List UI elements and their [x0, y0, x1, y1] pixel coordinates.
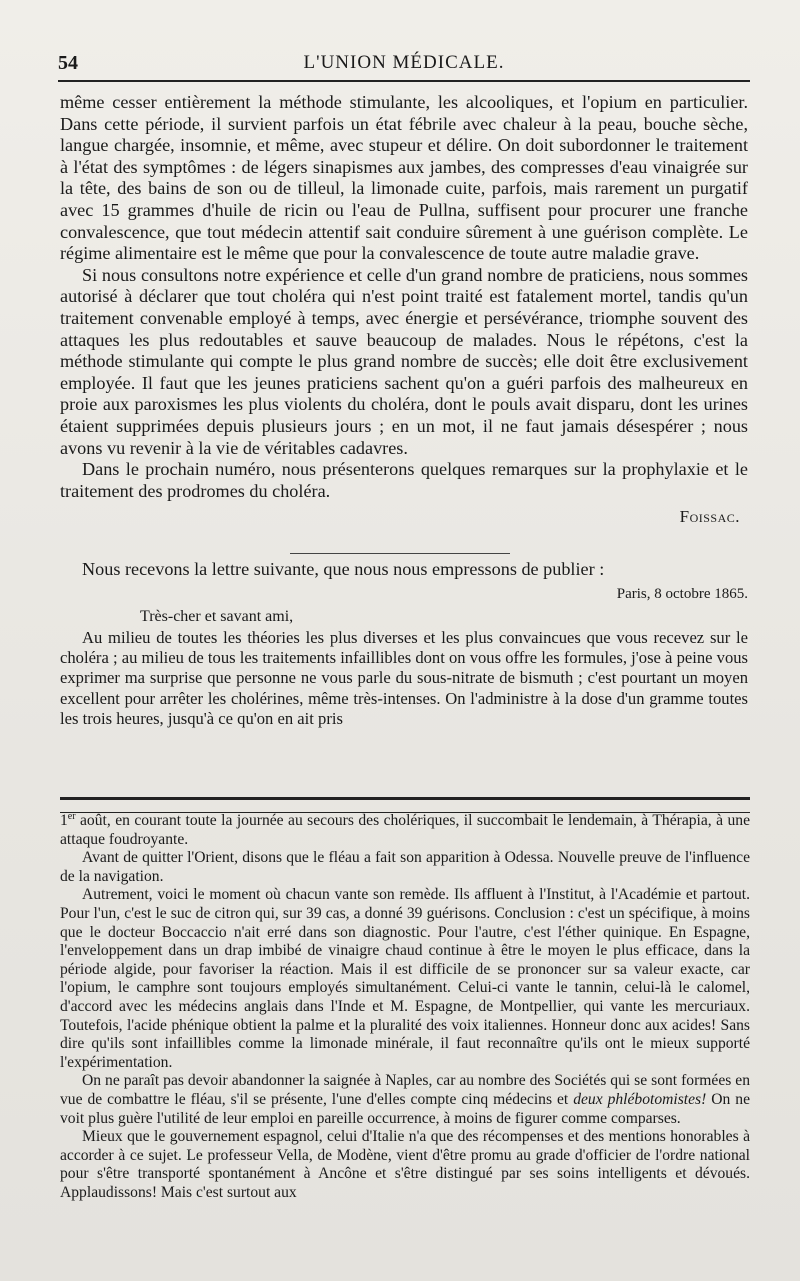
main-column: [60, 92, 748, 730]
header-rule: [58, 80, 750, 82]
letter-intro: Nous recevons la lettre suivante, que nous nous empressons de publier :: [82, 558, 605, 579]
letter-salutation: Très-cher et savant ami,: [140, 608, 294, 626]
letter-body: Au milieu de toutes les théories les plus diverses et les plus convaincues que vous recevez sur le choléra ; au milieu de tous les traitements infaillibles dont on vous offre les formules, j'ose à peine vous exprimer ma surprise que personne ne vous parle du sous-nitrate de bismuth ; c'est pourtant un moyen excellent pour arrêter les cholérines, même très-intenses. On l'administre à la dose d'un gramme toutes les trois heures, jusqu'à ce qu'on en ait pris: [60, 627, 748, 729]
page-number: 54: [58, 52, 78, 74]
page-header: [58, 52, 750, 82]
footnote-paragraph-5: Mieux que le gouvernement espagnol, celui d'Italie n'a que des récompenses et des mentions honorables à accorder à ce sujet. Le professeur Vella, de Modène, vient d'être promu au grade d'officier de l'ordre national pour s'être transporté spontanément à Ancône et s'être distingué par ses soins intelligents et dévoués. Applaudissons! Mais c'est surtout aux: [60, 1128, 750, 1201]
footnote-divider: [60, 797, 750, 813]
paragraph-2: Si nous consultons notre expérience et celle d'un grand nombre de praticiens, nous sommes autorisé à déclarer que tout choléra qui n'est point traité est fatalement mortel, tandis qu'un traitement convenable employé à temps, avec énergie et persévérance, triomphe souvent des attaques les plus redoutables et sauve beaucoup de malades. Nous le répétons, c'est la méthode stimulante qui compte le plus grand nombre de succès; elle doit être exclusivement employée. Il faut que les jeunes praticiens sachent qu'on a guéri parfois des malheureux en proie aux paroxismes les plus violents du choléra, dont le pouls avait disparu, dont les urines étaient supprimées depuis plusieurs jours ; en un mot, il ne faut jamais désespérer ; nous avons vu revenir à la vie de véritables cadavres.: [60, 264, 748, 458]
running-title: L'UNION MÉDICALE.: [303, 52, 505, 73]
footnotes-column: [60, 812, 750, 1202]
footnote-paragraph-1: 1er août, en courant toute la journée au secours des cholériques, il succombait le lendemain, à Thérapia, à une attaque foudroyante.: [60, 810, 750, 848]
footnote-paragraph-3: Autrement, voici le moment où chacun vante son remède. Ils affluent à l'Institut, à l'Académie et partout. Pour l'un, c'est le suc de citron qui, sur 39 cas, a donné 39 guérisons. Conclusion : c'est un spécifique, à moins que le docteur Boccaccio n'ait erré dans son diagnostic. Pour l'autre, c'est l'éther quinique. En Espagne, l'enveloppement dans un drap imbibé de vinaigre chaud continue à être le moyen le plus efficace, dans la période algide, pour favoriser la réaction. Mais il est difficile de se prononcer sur sa valeur exacte, car l'opium, le camphre sont toujours employés simultanément. Celui-ci vante le tannin, celui-là le calomel, d'accord avec les médecins anglais dans l'Inde et M. Espagne, de Montpellier, qui vante les mercuriaux. Toutefois, l'acide phénique obtient la palme et la pluralité des voix italiennes. Honneur donc aux acides! Sans dire qu'ils sont infaillibles comme la limonade minérale, il faut reconnaître qu'ils ont le mieux supporté l'expérimentation.: [60, 886, 750, 1071]
paragraph-3: Dans le prochain numéro, nous présenterons quelques remarques sur la prophylaxie et le traitement des prodromes du choléra.: [60, 459, 748, 501]
author-signature: Foissac.: [679, 507, 740, 527]
paragraph-1: même cesser entièrement la méthode stimulante, les alcooliques, et l'opium en particulier. Dans cette période, il survient parfois un état fébrile avec chaleur à la peau, bouche sèche, langue chargée, insomnie, et même, avec stupeur et délire. On doit subordonner le traitement à l'état des symptômes : de légers sinapismes aux jambes, des compresses d'eau vinaigrée sur la tête, des bains de son ou de tilleul, la limonade cuite, parfois, mais rarement un purgatif avec 15 grammes d'huile de ricin ou l'eau de Pullna, suffisent pour procurer une franche convalescence, que tout médecin attentif sait conduire sûrement à une guérison complète. Le régime alimentaire est le même que pour la convalescence de toute autre maladie grave.: [60, 92, 748, 264]
letter-dateline: Paris, 8 octobre 1865.: [616, 586, 748, 603]
footnote-paragraph-4: On ne paraît pas devoir abandonner la saignée à Naples, car au nombre des Sociétés qui se sont formées en vue de combattre le fléau, s'il se présente, l'une d'elles compte cinq médecins et deux phlébotomistes! On ne voit plus guère l'utilité de leur emploi en pareille occurrence, à moins de figurer comme comparses.: [60, 1072, 750, 1127]
footnote-paragraph-2: Avant de quitter l'Orient, disons que le fléau a fait son apparition à Odessa. Nouvelle preuve de l'influence de la navigation.: [60, 849, 750, 885]
